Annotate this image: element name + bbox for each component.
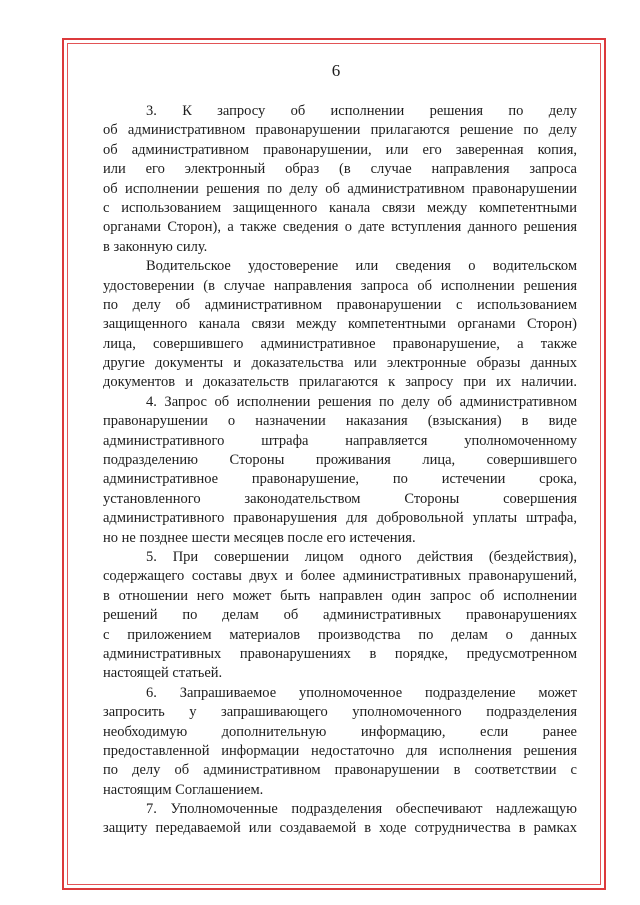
text-line: по делу об административном правонарушении с использованием (103, 296, 577, 313)
text-line: настоящей статьей. (103, 665, 223, 682)
text-line: подразделению Стороны проживания лица, совершившего (103, 452, 577, 469)
paragraph-item-7 (103, 800, 577, 839)
text-line: административное правонарушение, по истечении срока, (103, 471, 577, 488)
document-body (103, 102, 577, 839)
text-line: административного штрафа направляется уполномоченному (103, 432, 577, 449)
text-line: решений по делам об административных правонарушениях (103, 607, 577, 624)
text-line: необходимую дополнительную информацию, если ранее (103, 723, 577, 740)
text-line: запросить у запрашивающего уполномоченного подразделения (103, 704, 577, 721)
text-line: органами Сторон), а также сведения о дате вступления данного решения (103, 219, 577, 236)
text-line: в отношении него может быть направлен один запрос об исполнении (103, 587, 577, 604)
text-line: 6. Запрашиваемое уполномоченное подразделение может (146, 684, 577, 701)
text-line: защиту передаваемой или создаваемой в ходе сотрудничества в рамках (103, 820, 577, 837)
paragraph-item-5 (103, 548, 577, 684)
text-line: настоящим Соглашением. (103, 781, 264, 798)
text-line: административного правонарушения для добровольной уплаты штрафа, (103, 510, 577, 527)
text-line: Водительское удостоверение или сведения о водительском (146, 258, 577, 275)
text-line: 5. При совершении лицом одного действия (бездействия), (146, 548, 577, 565)
text-line: с приложением материалов производства по делам о данных (103, 626, 577, 643)
text-line: 4. Запрос об исполнении решения по делу об административном (146, 393, 577, 410)
text-line: установленного законодательством Стороны совершения (103, 490, 577, 507)
paragraph-driver-license (103, 257, 577, 393)
text-line: документов и доказательств прилагаются к запросу при их наличии. (103, 374, 577, 391)
text-line: или его электронный образ (в случае направления запроса (103, 161, 577, 178)
text-line: об административном правонарушении, или его заверенная копия, (103, 141, 577, 158)
text-line: лица, совершившего административное правонарушение, а также (103, 335, 577, 352)
text-line: предоставленной информации недостаточно для исполнения решения (103, 742, 577, 759)
paragraph-item-4 (103, 393, 577, 548)
text-line: в законную силу. (103, 238, 208, 255)
text-line: 7. Уполномоченные подразделения обеспечивают надлежащую (146, 801, 577, 818)
text-line: защищенного канала связи между компетентными органами Сторон) (103, 316, 577, 333)
text-line: об административном правонарушении прилагаются решение по делу (103, 122, 577, 139)
text-line: по делу об административном правонарушении в соответствии с (103, 762, 577, 779)
text-line: административных правонарушениях в порядке, предусмотренном (103, 645, 577, 662)
text-line: с использованием защищенного канала связи между компетентными (103, 199, 577, 216)
page-number: 6 (331, 61, 341, 80)
paragraph-item-3 (103, 102, 577, 257)
text-line: другие документы и доказательства или электронные образы данных (103, 355, 577, 372)
text-line: 3. К запросу об исполнении решения по делу (146, 103, 577, 119)
text-line: удостоверении (в случае направления запроса об исполнении решения (103, 277, 577, 294)
text-line: содержащего составы двух и более административных правонарушений, (103, 568, 577, 585)
text-line: об исполнении решения по делу об административном правонарушении (103, 180, 577, 197)
text-line: правонарушении о назначении наказания (взыскания) в виде (103, 413, 577, 430)
paragraph-item-6 (103, 684, 577, 800)
text-line: но не позднее шести месяцев после его истечения. (103, 529, 416, 546)
